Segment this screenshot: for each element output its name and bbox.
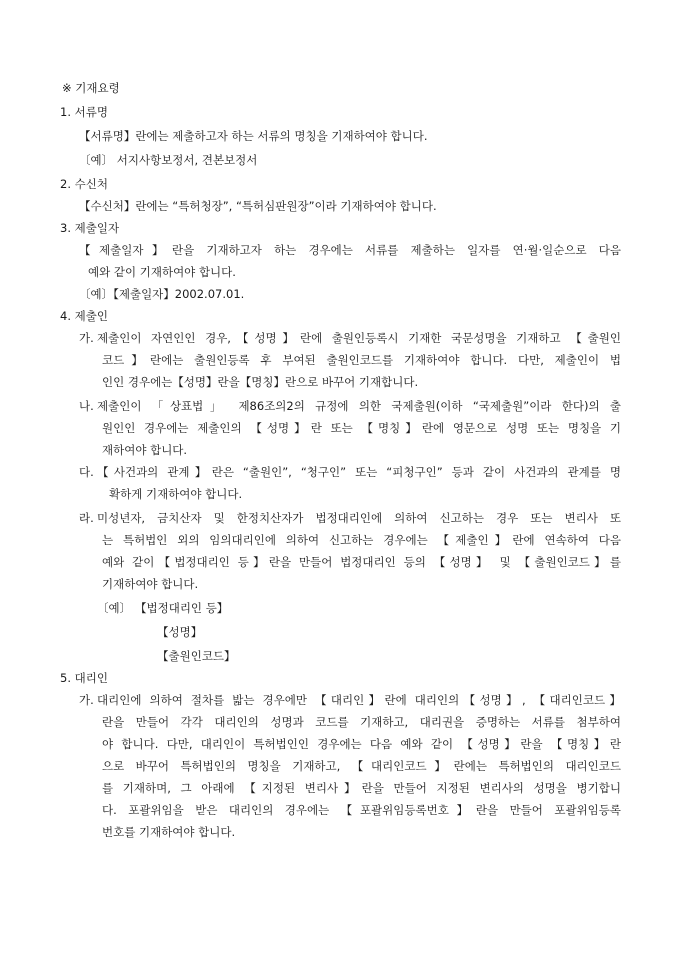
body-line: 인인 경우에는【성명】란을【명칭】란으로 바꾸어 기재합니다. <box>102 375 419 389</box>
body-line: 미성년자, 금치산자 및 한정치산자가 법정대리인에 의하여 신고하는 경우 또는 변리사 또 <box>97 511 621 525</box>
item-marker: 나. <box>79 399 94 413</box>
body-line: 를 기재하며, 그 아래에 【지정된 변리사】란을 만들어 지정된 변리사의 성명을 병기합니 <box>102 781 621 795</box>
body-line: 번호를 기재하여야 합니다. <box>102 825 236 839</box>
body-line: 란을 만들어 각각 대리인의 성명과 코드를 기재하고, 대리권을 증명하는 서류를 첨부하여 <box>102 715 621 729</box>
section-heading: 3. 제출일자 <box>60 221 120 235</box>
body-line: 【수신처】란에는 “특허청장”, “특허심판원장”이라 기재하여야 합니다. <box>79 199 437 213</box>
body-line: 재하여야 합니다. <box>102 443 188 457</box>
section-heading: 1. 서류명 <box>60 105 108 119</box>
section-heading: 4. 제출인 <box>60 309 108 323</box>
body-line: 기재하여야 합니다. <box>102 577 199 591</box>
body-line: 는 특허법인 외의 임의대리인에 의하여 신고하는 경우에는 【제출인】란에 연속하여 다음 <box>102 533 621 547</box>
body-line: 대리인에 의하여 절차를 밟는 경우에만 【대리인】란에 대리인의【성명】, 【대리인코드】 <box>97 693 621 707</box>
section-heading: 5. 대리인 <box>60 671 108 685</box>
body-line: 다. 포괄위임을 받은 대리인의 경우에는 【포괄위임등록번호】란을 만들어 포괄위임등록 <box>102 803 621 817</box>
body-line: 【제출일자】란을 기재하고자 하는 경우에는 서류를 제출하는 일자를 연·월·일순으로 다음 <box>79 243 621 257</box>
body-line: 원인인 경우에는 제출인의 【성명】란 또는 【명칭】란에 영문으로 성명 또는 명칭을 기 <box>102 421 621 435</box>
example-line: 【출원인코드】 <box>157 649 236 663</box>
body-line: 확하게 기재하여야 합니다. <box>109 487 243 501</box>
body-line: 예와 같이 기재하여야 합니다. <box>88 265 236 279</box>
item-marker: 다. <box>79 465 94 479</box>
item-marker: 가. <box>79 331 94 345</box>
example-line: 〔예〕 서지사항보정서, 견본보정서 <box>79 153 258 167</box>
example-line: 【성명】 <box>157 625 203 639</box>
body-line: 야 합니다. 다만, 대리인이 특허법인인 경우에는 다음 예와 같이 【성명】란을 【명칭】란 <box>102 737 621 751</box>
example-label: 〔예〕 <box>97 601 132 615</box>
section-heading: 2. 수신처 <box>60 177 108 191</box>
body-line: 제출인이 「상표법」 제86조의2의 규정에 의한 국제출원(이하 “국제출원”이라 한다)의 출 <box>97 399 621 413</box>
body-line: 제출인이 자연인인 경우,【성명】란에 출원인등록시 기재한 국문성명을 기재하고 【출원인 <box>97 331 621 345</box>
example-line: 〔예〕【제출일자】2002.07.01. <box>79 287 245 301</box>
item-marker: 가. <box>79 693 94 707</box>
body-line: 으로 바꾸어 특허법인의 명칭을 기재하고, 【대리인코드】란에는 특허법인의 대리인코드 <box>102 759 621 773</box>
body-line: 【서류명】란에는 제출하고자 하는 서류의 명칭을 기재하여야 합니다. <box>79 129 428 143</box>
notice-title: ※ 기재요령 <box>62 81 120 95</box>
item-marker: 라. <box>79 511 94 525</box>
body-line: 【사건과의 관계】란은 “출원인”, “청구인” 또는 “피청구인” 등과 같이 사건과의 관계를 명 <box>97 465 621 479</box>
example-line: 【법정대리인 등】 <box>135 601 229 615</box>
body-line: 예와 같이【법정대리인 등】란을 만들어 법정대리인 등의 【성명】 및 【출원인코드】를 <box>102 555 621 569</box>
body-line: 코드】란에는 출원인등록 후 부여된 출원인코드를 기재하여야 합니다. 다만, 제출인이 법 <box>102 353 621 367</box>
